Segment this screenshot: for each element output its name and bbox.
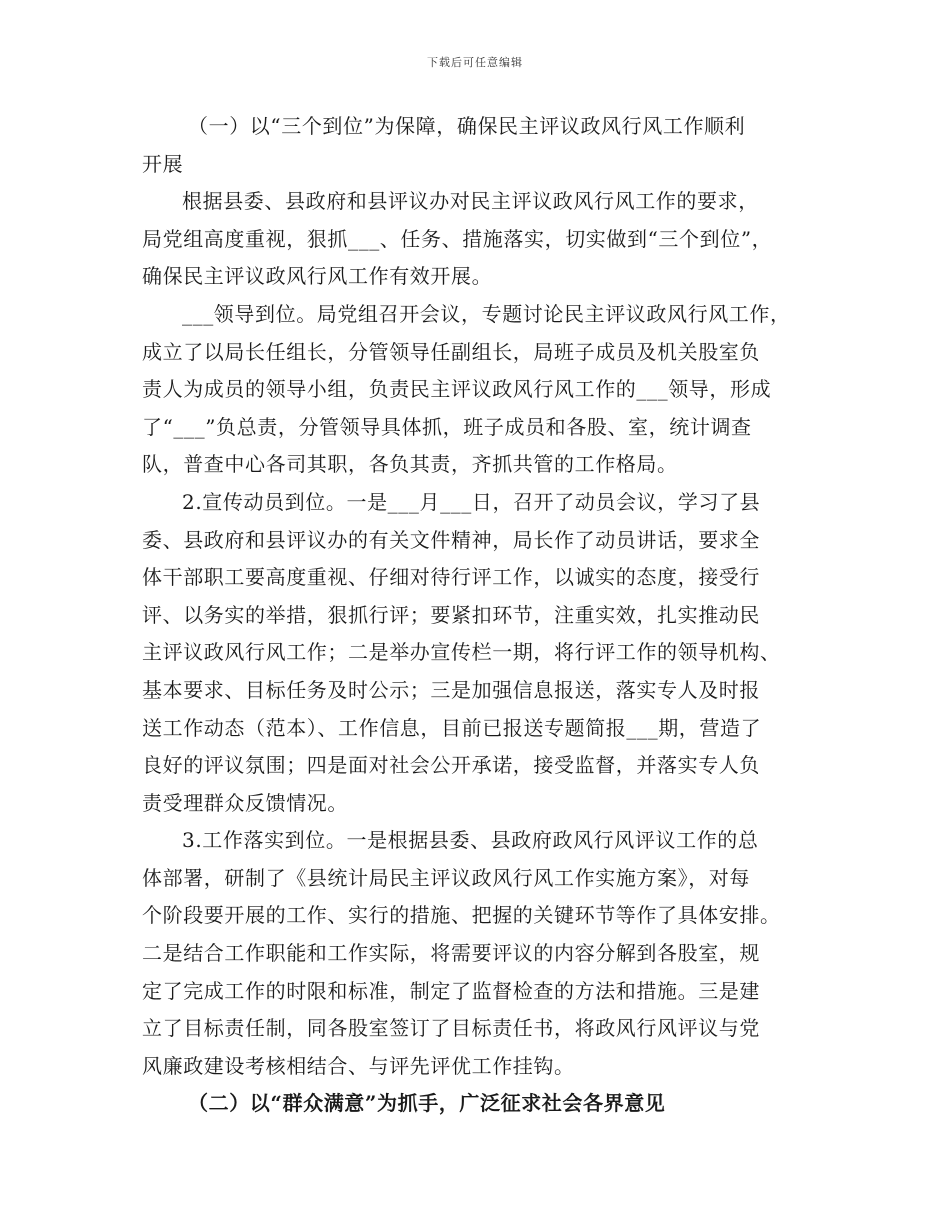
text-line: 评、以务实的举措，狠抓行评；要紧扣环节，注重实效，扎实推动民 [142,602,760,627]
paragraph-start: 3.工作落实到位。一是根据县委、县政府政风行风评议工作的总 [182,828,759,853]
text-line: 确保民主评议政风行风工作有效开展。 [142,264,493,289]
text-line: 局党组高度重视，狠抓___、任务、措施落实，切实做到“三个到位”， [142,226,773,251]
paragraph-start: ___领导到位。局党组召开会议，专题讨论民主评议政风行风工作， [182,301,791,326]
document-body [142,108,817,1123]
paragraph-start: 根据县委、县政府和县评议办对民主评议政风行风工作的要求， [182,189,759,214]
text-line: 立了目标责任制，同各股室签订了目标责任书，将政风行风评议与党 [142,1016,760,1041]
text-line: 体部署，研制了《县统计局民主评议政风行风工作实施方案》，对每 [142,865,750,890]
text-line: 基本要求、目标任务及时公示；三是加强信息报送，落实专人及时报 [142,677,760,702]
text-line: 个阶段要开展的工作、实行的措施、把握的关键环节等作了具体安排。 [142,903,781,928]
paragraph-start: 2.宣传动员到位。一是___月___日，召开了动员会议，学习了县 [182,489,761,514]
text-line: 送工作动态（范本）、工作信息，目前已报送专题简报___期，营造了 [142,715,762,740]
text-line: 了“___”负总责，分管领导具体抓，班子成员和各股、室，统计调查 [142,414,752,439]
text-line: 委、县政府和县评议办的有关文件精神，局长作了动员讲话，要求全 [142,527,760,552]
text-line: 体干部职工要高度重视、仔细对待行评工作，以诚实的态度，接受行 [142,565,760,590]
text-line: 队，普查中心各司其职，各负其责，齐抓共管的工作格局。 [142,452,678,477]
text-line: 成立了以局长任组长，分管领导任副组长，局班子成员及机关股室负 [142,339,760,364]
text-line: 风廉政建设考核相结合、与评先评优工作挂钩。 [142,1053,575,1078]
text-line: 二是结合工作职能和工作实际，将需要评议的内容分解到各股室，规 [142,941,760,966]
text-line: 主评议政风行风工作；二是举办宣传栏一期，将行评工作的领导机构、 [142,640,781,665]
text-line: 定了完成工作的时限和标准，制定了监督检查的方法和措施。三是建 [142,978,760,1003]
text-line: 良好的评议氛围；四是面对社会公开承诺，接受监督，并落实专人负 [142,753,760,778]
section-heading-2: （二）以“群众满意”为抓手，广泛征求社会各界意见 [188,1091,666,1116]
header-note: 下载后可任意编辑 [427,56,523,69]
text-line: 责人为成员的领导小组，负责民主评议政风行风工作的___领导，形成 [142,377,772,402]
text-line: 开展 [142,151,184,176]
section-heading-1: （一）以“三个到位”为保障，确保民主评议政风行风工作顺利 [188,114,746,138]
text-line: 责受理群众反馈情况。 [142,790,348,815]
